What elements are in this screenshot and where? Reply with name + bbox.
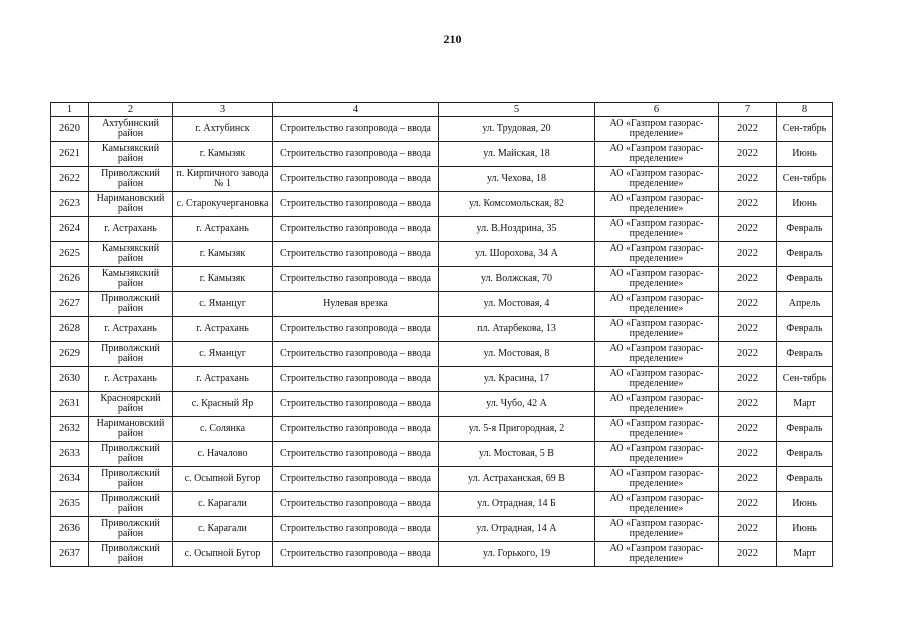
cell-organization: АО «Газпром газорас-пределение»	[595, 142, 719, 167]
cell-month: Февраль	[777, 417, 833, 442]
cell-organization: АО «Газпром газорас-пределение»	[595, 467, 719, 492]
cell-work-type: Строительство газопровода – ввода	[273, 442, 439, 467]
cell-work-type: Строительство газопровода – ввода	[273, 467, 439, 492]
cell-month: Февраль	[777, 342, 833, 367]
cell-row-number: 2627	[51, 292, 89, 317]
column-header: 2	[89, 103, 173, 117]
cell-month: Июнь	[777, 517, 833, 542]
cell-work-type: Строительство газопровода – ввода	[273, 142, 439, 167]
cell-organization: АО «Газпром газорас-пределение»	[595, 267, 719, 292]
cell-settlement: г. Ахтубинск	[173, 117, 273, 142]
table-row	[51, 542, 833, 567]
cell-work-type: Строительство газопровода – ввода	[273, 317, 439, 342]
cell-district: Камызякский район	[89, 242, 173, 267]
cell-settlement: г. Астрахань	[173, 367, 273, 392]
cell-district: Наримановский район	[89, 417, 173, 442]
cell-address: ул. Чубо, 42 А	[439, 392, 595, 417]
cell-settlement: г. Камызяк	[173, 267, 273, 292]
cell-address: ул. Горького, 19	[439, 542, 595, 567]
cell-month: Февраль	[777, 317, 833, 342]
cell-organization: АО «Газпром газорас-пределение»	[595, 192, 719, 217]
cell-row-number: 2629	[51, 342, 89, 367]
cell-year: 2022	[719, 242, 777, 267]
cell-organization: АО «Газпром газорас-пределение»	[595, 517, 719, 542]
cell-settlement: с. Осыпной Бугор	[173, 467, 273, 492]
cell-address: пл. Атарбекова, 13	[439, 317, 595, 342]
cell-work-type: Нулевая врезка	[273, 292, 439, 317]
cell-settlement: с. Началово	[173, 442, 273, 467]
cell-month: Июнь	[777, 492, 833, 517]
cell-year: 2022	[719, 442, 777, 467]
cell-row-number: 2625	[51, 242, 89, 267]
cell-settlement: г. Астрахань	[173, 317, 273, 342]
cell-settlement: г. Камызяк	[173, 242, 273, 267]
cell-month: Апрель	[777, 292, 833, 317]
cell-organization: АО «Газпром газорас-пределение»	[595, 492, 719, 517]
cell-address: ул. Мостовая, 4	[439, 292, 595, 317]
cell-district: г. Астрахань	[89, 367, 173, 392]
cell-row-number: 2626	[51, 267, 89, 292]
cell-month: Февраль	[777, 467, 833, 492]
cell-year: 2022	[719, 292, 777, 317]
cell-settlement: с. Яманцуг	[173, 292, 273, 317]
cell-year: 2022	[719, 517, 777, 542]
cell-month: Февраль	[777, 442, 833, 467]
cell-row-number: 2621	[51, 142, 89, 167]
cell-row-number: 2630	[51, 367, 89, 392]
table-row	[51, 292, 833, 317]
cell-settlement: с. Карагали	[173, 492, 273, 517]
cell-month: Сен-тябрь	[777, 117, 833, 142]
cell-work-type: Строительство газопровода – ввода	[273, 217, 439, 242]
cell-district: г. Астрахань	[89, 317, 173, 342]
table-row	[51, 142, 833, 167]
table-row	[51, 242, 833, 267]
cell-organization: АО «Газпром газорас-пределение»	[595, 442, 719, 467]
table-row	[51, 517, 833, 542]
cell-work-type: Строительство газопровода – ввода	[273, 367, 439, 392]
cell-row-number: 2623	[51, 192, 89, 217]
cell-row-number: 2634	[51, 467, 89, 492]
cell-organization: АО «Газпром газорас-пределение»	[595, 417, 719, 442]
cell-row-number: 2631	[51, 392, 89, 417]
cell-address: ул. Красина, 17	[439, 367, 595, 392]
table-row	[51, 392, 833, 417]
cell-row-number: 2637	[51, 542, 89, 567]
cell-settlement: с. Красный Яр	[173, 392, 273, 417]
table-row	[51, 117, 833, 142]
cell-year: 2022	[719, 367, 777, 392]
cell-month: Февраль	[777, 267, 833, 292]
cell-year: 2022	[719, 317, 777, 342]
cell-district: Красноярский район	[89, 392, 173, 417]
table-row	[51, 367, 833, 392]
table-row	[51, 417, 833, 442]
cell-address: ул. Мостовая, 8	[439, 342, 595, 367]
cell-month: Февраль	[777, 217, 833, 242]
page-number: 210	[443, 32, 462, 46]
cell-year: 2022	[719, 342, 777, 367]
cell-address: ул. Чехова, 18	[439, 167, 595, 192]
table-row	[51, 442, 833, 467]
cell-district: Приволжский район	[89, 342, 173, 367]
cell-row-number: 2620	[51, 117, 89, 142]
cell-address: ул. Волжская, 70	[439, 267, 595, 292]
cell-year: 2022	[719, 267, 777, 292]
cell-month: Март	[777, 542, 833, 567]
table-row	[51, 492, 833, 517]
cell-year: 2022	[719, 392, 777, 417]
cell-settlement: г. Камызяк	[173, 142, 273, 167]
cell-work-type: Строительство газопровода – ввода	[273, 242, 439, 267]
cell-row-number: 2624	[51, 217, 89, 242]
column-header: 5	[439, 103, 595, 117]
cell-organization: АО «Газпром газорас-пределение»	[595, 542, 719, 567]
cell-organization: АО «Газпром газорас-пределение»	[595, 292, 719, 317]
cell-work-type: Строительство газопровода – ввода	[273, 542, 439, 567]
column-header: 4	[273, 103, 439, 117]
cell-district: Приволжский район	[89, 167, 173, 192]
cell-district: Наримановский район	[89, 192, 173, 217]
cell-month: Сен-тябрь	[777, 167, 833, 192]
cell-settlement: г. Астрахань	[173, 217, 273, 242]
cell-month: Июнь	[777, 142, 833, 167]
cell-district: Приволжский район	[89, 517, 173, 542]
cell-row-number: 2635	[51, 492, 89, 517]
column-header: 7	[719, 103, 777, 117]
cell-row-number: 2636	[51, 517, 89, 542]
cell-work-type: Строительство газопровода – ввода	[273, 492, 439, 517]
cell-address: ул. В.Ноздрина, 35	[439, 217, 595, 242]
table-header-row	[51, 103, 833, 117]
cell-organization: АО «Газпром газорас-пределение»	[595, 342, 719, 367]
cell-settlement: с. Старокучергановка	[173, 192, 273, 217]
cell-district: Приволжский район	[89, 542, 173, 567]
column-header: 1	[51, 103, 89, 117]
cell-organization: АО «Газпром газорас-пределение»	[595, 317, 719, 342]
cell-year: 2022	[719, 167, 777, 192]
table-row	[51, 192, 833, 217]
cell-address: ул. 5-я Пригородная, 2	[439, 417, 595, 442]
cell-work-type: Строительство газопровода – ввода	[273, 517, 439, 542]
cell-organization: АО «Газпром газорас-пределение»	[595, 392, 719, 417]
column-header: 6	[595, 103, 719, 117]
gas-pipeline-table	[50, 102, 833, 567]
cell-settlement: с. Яманцуг	[173, 342, 273, 367]
cell-month: Июнь	[777, 192, 833, 217]
cell-work-type: Строительство газопровода – ввода	[273, 267, 439, 292]
cell-row-number: 2622	[51, 167, 89, 192]
cell-row-number: 2632	[51, 417, 89, 442]
cell-district: Приволжский район	[89, 442, 173, 467]
cell-organization: АО «Газпром газорас-пределение»	[595, 117, 719, 142]
table-row	[51, 467, 833, 492]
cell-month: Сен-тябрь	[777, 367, 833, 392]
cell-address: ул. Отрадная, 14 А	[439, 517, 595, 542]
cell-month: Март	[777, 392, 833, 417]
cell-settlement: с. Солянка	[173, 417, 273, 442]
cell-month: Февраль	[777, 242, 833, 267]
table-row	[51, 217, 833, 242]
cell-settlement: с. Карагали	[173, 517, 273, 542]
cell-organization: АО «Газпром газорас-пределение»	[595, 367, 719, 392]
cell-work-type: Строительство газопровода – ввода	[273, 342, 439, 367]
cell-year: 2022	[719, 492, 777, 517]
cell-district: Камызякский район	[89, 142, 173, 167]
cell-address: ул. Майская, 18	[439, 142, 595, 167]
cell-work-type: Строительство газопровода – ввода	[273, 192, 439, 217]
cell-district: г. Астрахань	[89, 217, 173, 242]
cell-address: ул. Трудовая, 20	[439, 117, 595, 142]
table-row	[51, 267, 833, 292]
cell-year: 2022	[719, 192, 777, 217]
column-header: 8	[777, 103, 833, 117]
table-body	[51, 117, 833, 567]
cell-year: 2022	[719, 417, 777, 442]
cell-district: Приволжский район	[89, 492, 173, 517]
cell-address: ул. Комсомольская, 82	[439, 192, 595, 217]
column-header: 3	[173, 103, 273, 117]
cell-organization: АО «Газпром газорас-пределение»	[595, 242, 719, 267]
cell-work-type: Строительство газопровода – ввода	[273, 117, 439, 142]
cell-settlement: с. Осыпной Бугор	[173, 542, 273, 567]
cell-year: 2022	[719, 117, 777, 142]
cell-district: Приволжский район	[89, 292, 173, 317]
cell-district: Камызякский район	[89, 267, 173, 292]
cell-year: 2022	[719, 142, 777, 167]
cell-organization: АО «Газпром газорас-пределение»	[595, 217, 719, 242]
cell-work-type: Строительство газопровода – ввода	[273, 392, 439, 417]
table-row	[51, 317, 833, 342]
cell-address: ул. Мостовая, 5 В	[439, 442, 595, 467]
cell-district: Ахтубинский район	[89, 117, 173, 142]
cell-work-type: Строительство газопровода – ввода	[273, 167, 439, 192]
cell-address: ул. Шорохова, 34 А	[439, 242, 595, 267]
table-row	[51, 342, 833, 367]
table-row	[51, 167, 833, 192]
cell-settlement: п. Кирпичного завода № 1	[173, 167, 273, 192]
cell-work-type: Строительство газопровода – ввода	[273, 417, 439, 442]
cell-year: 2022	[719, 542, 777, 567]
cell-organization: АО «Газпром газорас-пределение»	[595, 167, 719, 192]
cell-address: ул. Отрадная, 14 Б	[439, 492, 595, 517]
cell-district: Приволжский район	[89, 467, 173, 492]
cell-row-number: 2633	[51, 442, 89, 467]
cell-address: ул. Астраханская, 69 В	[439, 467, 595, 492]
cell-year: 2022	[719, 467, 777, 492]
cell-year: 2022	[719, 217, 777, 242]
cell-row-number: 2628	[51, 317, 89, 342]
